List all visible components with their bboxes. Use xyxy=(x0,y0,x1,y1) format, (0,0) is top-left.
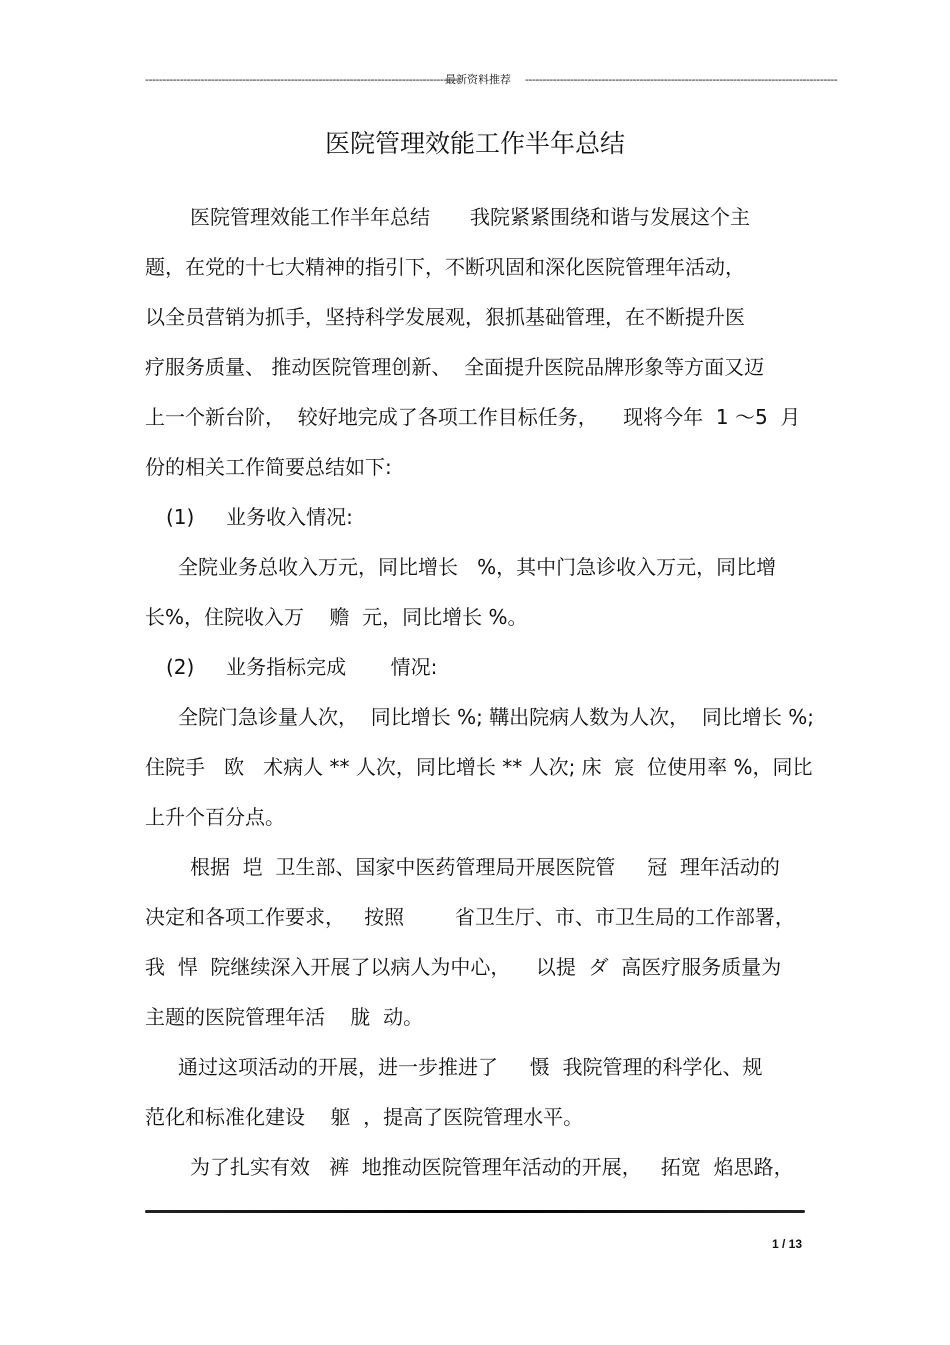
footer-rule xyxy=(145,1210,805,1213)
section-heading-2: (2) 业务指标完成 情况: xyxy=(166,655,438,679)
body-line-3: 以全员营销为抓手，坚持科学发展观，狠抓基础管理，在不断提升医 xyxy=(145,305,745,329)
body-line-2: 题，在党的十七大精神的指引下，不断巩固和深化医院管理年活动， xyxy=(145,255,745,279)
page-number: 1 / 13 xyxy=(772,1237,803,1251)
header-right-rule: ------------------------------------------------------------------------------------------ xyxy=(525,73,838,86)
body-line-19: 范化和标准化建设 躯 ，提高了医院管理水平。 xyxy=(145,1105,584,1129)
header-left-rule: ------------------------------------------------------------------------------------------ xyxy=(145,73,458,86)
body-line-18: 通过这项活动的开展，进一步推进了 慑 我院管理的科学化、规 xyxy=(178,1055,763,1079)
body-line-6: 份的相关工作简要总结如下: xyxy=(145,455,392,479)
body-line-17: 主题的医院管理年活 胧 动。 xyxy=(145,1005,424,1029)
header-label: 最新资料推荐 xyxy=(445,73,511,86)
body-line-1: 医院管理效能工作半年总结 我院紧紧围绕和谐与发展这个主 xyxy=(190,205,750,229)
body-line-14: 根据 垲 卫生部、国家中医药管理局开展医院管 冠 理年活动的 xyxy=(190,855,780,879)
body-line-20: 为了扎实有效 裤 地推动医院管理年活动的开展， 拓宽 焰思路， xyxy=(190,1155,794,1179)
page-header xyxy=(145,72,838,88)
body-line-16: 我 悍 院继续深入开展了以病人为中心， 以提 ダ 高医疗服务质量为 xyxy=(145,955,782,979)
body-line-15: 决定和各项工作要求， 按照 省卫生厅、市、市卫生局的工作部署， xyxy=(145,905,795,929)
body-line-11: 全院门急诊量人次， 同比增长 %; 鞲出院病人数为人次， 同比增长 %; xyxy=(178,705,814,729)
body-line-13: 上升个百分点。 xyxy=(145,805,285,829)
document-title: 医院管理效能工作半年总结 xyxy=(324,129,625,158)
body-line-4: 疗服务质量、 推动医院管理创新、 全面提升医院品牌形象等方面又迈 xyxy=(145,355,765,379)
body-line-12: 住院手 欧 术病人 ** 人次，同比增长 ** 人次; 床 宸 位使用率 %，同比 xyxy=(145,755,813,779)
body-line-5: 上一个新台阶， 较好地完成了各项工作目标任务， 现将今年 1 ～5 月 xyxy=(145,405,801,429)
body-line-9: 长%，住院收入万 赡 元，同比增长 %。 xyxy=(145,605,528,629)
section-heading-1: (1) 业务收入情况: xyxy=(166,505,353,529)
body-line-8: 全院业务总收入万元，同比增长 %，其中门急诊收入万元，同比增 xyxy=(178,555,777,579)
